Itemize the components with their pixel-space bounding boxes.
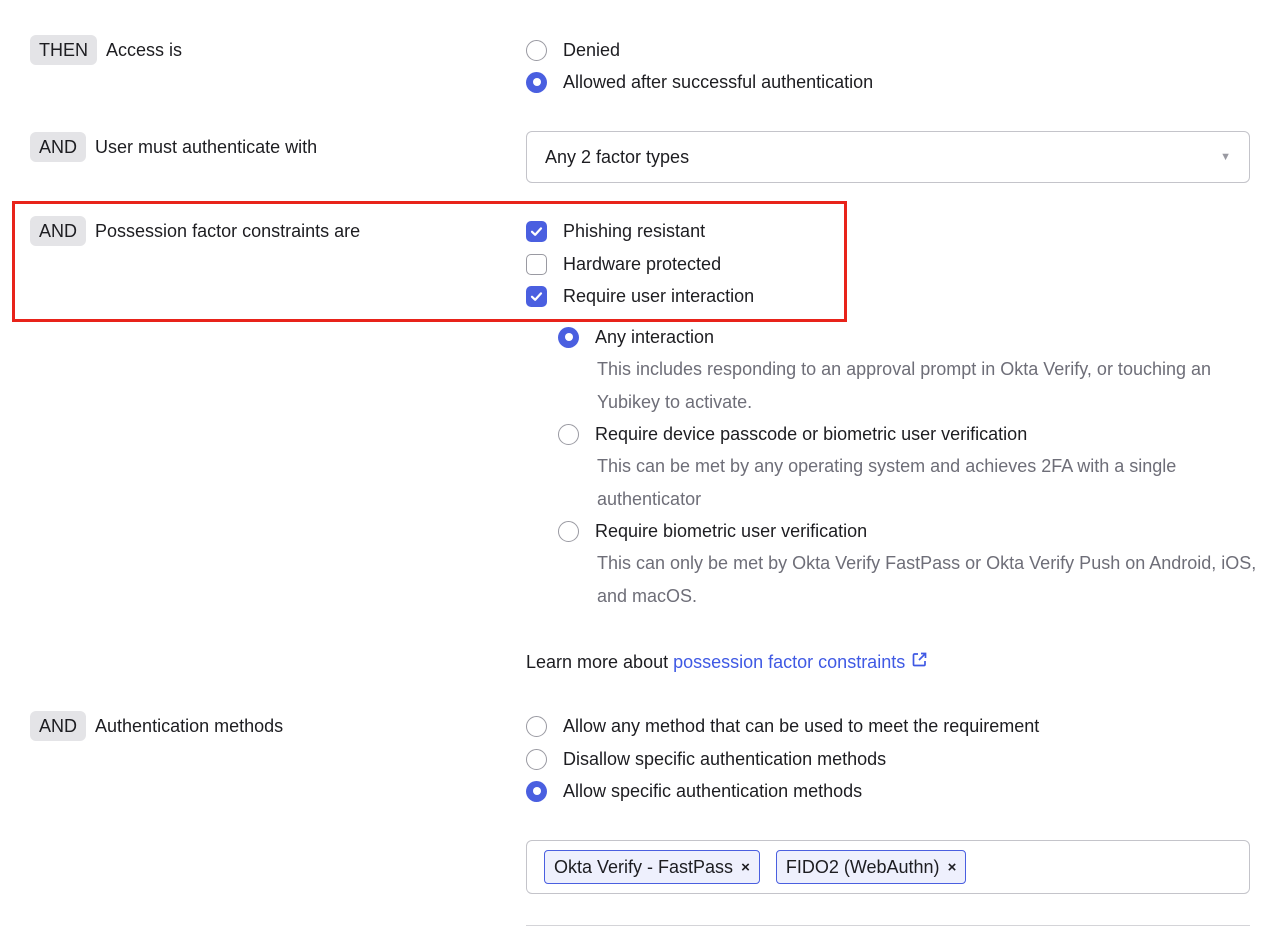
any-interaction-radio[interactable] [558,324,714,350]
then-tag: THEN [30,35,97,65]
remove-chip-icon[interactable]: × [741,858,750,876]
checkbox-checked-icon [526,286,547,307]
radio-selected-icon [558,327,579,348]
biometric-verification-radio[interactable] [558,518,867,544]
hardware-protected-checkbox[interactable] [526,251,721,277]
option-label: Require user interaction [563,285,755,306]
external-link-icon [911,651,928,673]
device-passcode-description: This can be met by any operating system and achieves 2FA with a single authenticator [597,456,1177,509]
select-value: Any 2 factor types [545,146,690,167]
radio-icon [558,424,579,445]
methods-row-label [30,711,283,741]
factor-types-select[interactable] [526,131,1250,183]
option-label: Phishing resistant [563,220,706,241]
and-tag: AND [30,711,86,741]
learn-more-prefix: Learn more about [526,651,669,672]
methods-multiselect[interactable] [526,840,1250,894]
checkbox-checked-icon [526,221,547,242]
radio-icon [526,749,547,770]
checkbox-icon [526,254,547,275]
link-text: possession factor constraints [673,651,906,672]
access-allowed-radio[interactable] [526,69,873,95]
chip-label: Okta Verify - FastPass [554,856,734,877]
possession-constraints-label: Possession factor constraints are [95,220,361,241]
option-label: Disallow specific authentication methods [563,748,887,769]
allow-any-method-radio[interactable] [526,713,1039,739]
phishing-resistant-checkbox[interactable] [526,218,705,244]
option-label: Any interaction [595,326,715,347]
learn-more-text [526,650,928,674]
biometric-verification-description: This can only be met by Okta Verify FastPass or Okta Verify Push on Android, iOS, and macOS. [597,553,1257,606]
possession-constraints-link[interactable] [673,651,928,673]
possession-row-label [30,216,360,246]
option-label: Allowed after successful authentication [563,71,874,92]
auth-row-label [30,132,317,162]
allow-specific-radio[interactable] [526,778,862,804]
disallow-specific-radio[interactable] [526,746,886,772]
option-label: Allow specific authentication methods [563,780,863,801]
any-interaction-description: This includes responding to an approval prompt in Okta Verify, or touching an Yubikey to activate. [597,359,1212,412]
then-row-label [30,35,182,65]
radio-icon [526,40,547,61]
chevron-down-icon: ▼ [1220,151,1231,163]
radio-selected-icon [526,781,547,802]
option-label: Allow any method that can be used to meet the requirement [563,715,1040,736]
divider [526,925,1250,926]
device-passcode-radio[interactable] [558,421,1027,447]
chip-fido2-webauthn [776,850,967,884]
remove-chip-icon[interactable]: × [947,858,957,876]
access-denied-radio[interactable] [526,37,620,63]
chip-okta-verify-fastpass [544,850,760,884]
option-label: Require device passcode or biometric user verification [595,423,1028,444]
radio-selected-icon [526,72,547,93]
and-tag: AND [30,132,86,162]
authentication-methods-label: Authentication methods [95,715,284,736]
option-label: Denied [563,39,621,60]
require-interaction-checkbox[interactable] [526,283,754,309]
radio-icon [526,716,547,737]
option-label: Hardware protected [563,253,722,274]
radio-icon [558,521,579,542]
option-label: Require biometric user verification [595,520,868,541]
authenticate-with-label: User must authenticate with [95,136,318,157]
chip-label: FIDO2 (WebAuthn) [785,856,940,877]
access-is-label: Access is [106,39,183,60]
and-tag: AND [30,216,86,246]
